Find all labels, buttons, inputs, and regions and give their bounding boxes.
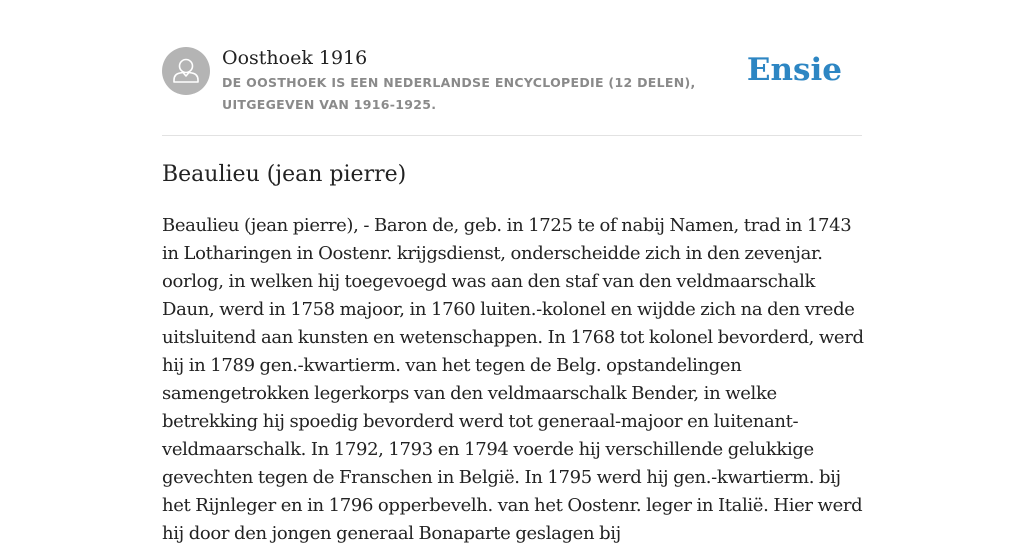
source-description: DE OOSTHOEK IS EEN NEDERLANDSE ENCYCLOPEDIE (12 DELEN), UITGEGEVEN VAN 1916-1925. [222, 75, 696, 112]
entry-body: Beaulieu (jean pierre), - Baron de, geb. in 1725 te of nabij Namen, trad in 1743 in Lotharingen in Oostenr. krijgsdienst, onderscheidde zich in den zevenjar. oorlog, in welken hij toegevoegd was aan den staf van den veldmaarschalk Daun, werd in 1758 majoor, in 1760 luiten.-kolonel en wijdde zich na den vrede uitsluitend aan kunsten en wetenschappen. In 1768 tot kolonel bevorderd, werd hij in 1789 gen.-kwartierm. van het tegen de Belg. opstandelingen samengetrokken legerkorps van den veldmaarschalk Bender, in welke betrekking hij spoedig bevorderd werd tot generaal-majoor en luitenant-veldmaarschalk. In 1792, 1793 en 1794 voerde hij verschillende gelukkige gevechten tegen de Franschen in België. In 1795 werd hij gen.-kwartierm. bij het Rijnleger en in 1796 opperbevelh. van het Oostenr. leger in Italië. Hier werd hij door den jongen generaal Bonaparte geslagen bij [162, 215, 864, 544]
source-header [162, 46, 862, 136]
entry-title: Beaulieu (jean pierre) [162, 162, 407, 187]
source-title[interactable]: Oosthoek 1916 [222, 47, 368, 69]
ensie-logo[interactable]: Ensie [746, 52, 842, 88]
header-divider [162, 135, 862, 136]
user-icon [162, 47, 210, 95]
